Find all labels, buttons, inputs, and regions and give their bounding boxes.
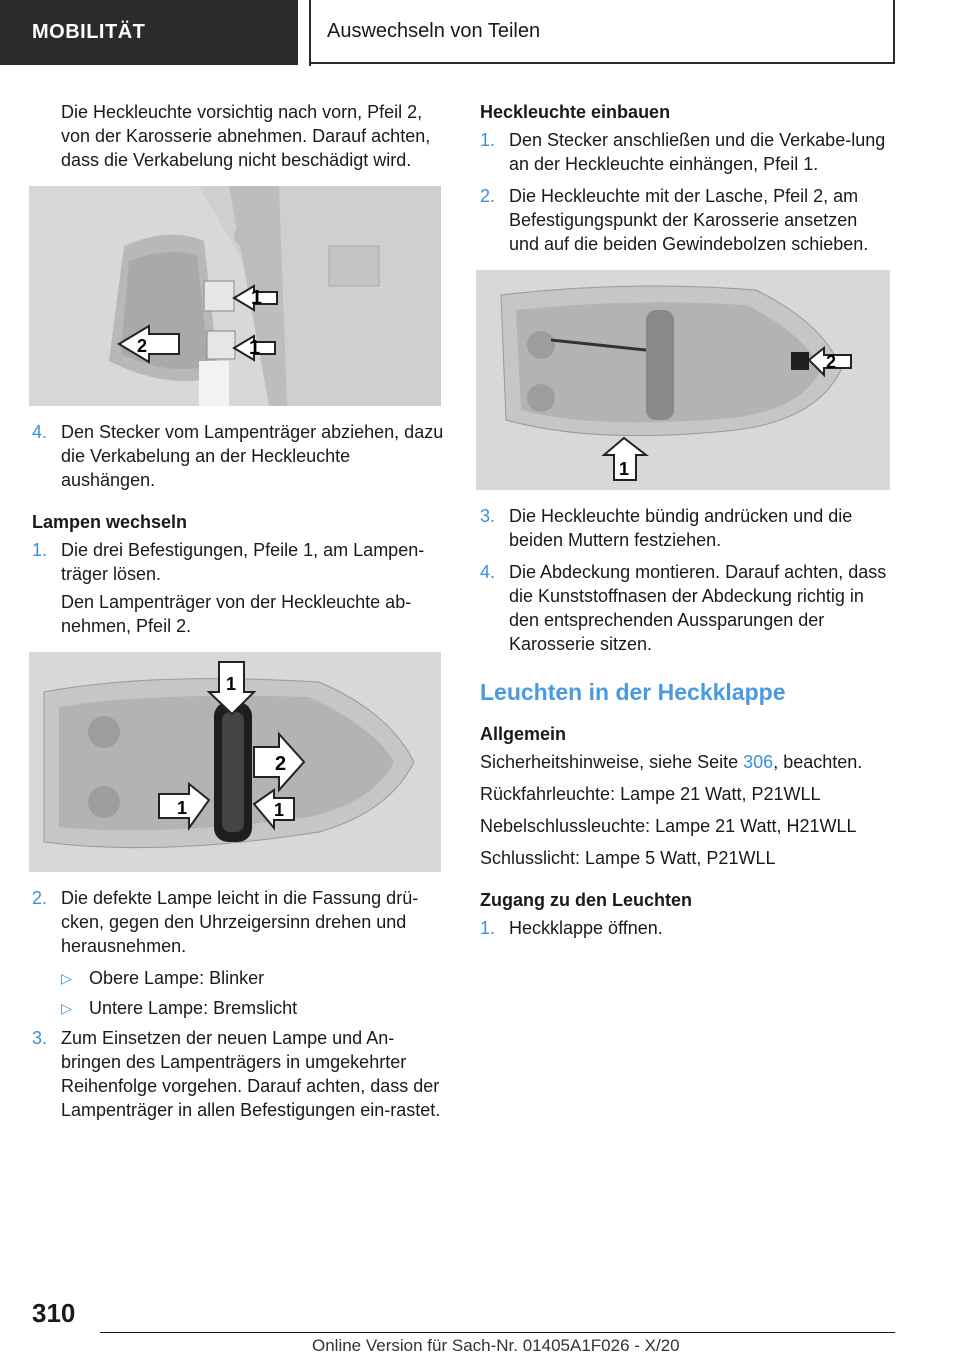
step-item (32, 1026, 444, 1122)
step-number: 3. (32, 1028, 48, 1048)
page-header (311, 0, 895, 64)
page-number: 310 (32, 1298, 76, 1328)
bullet-text: Obere Lampe: Blinker (89, 968, 265, 988)
page-title: Auswechseln von Teilen (327, 19, 541, 42)
step-number: 3. (480, 506, 496, 526)
left-column (32, 100, 444, 1130)
arrow-label: 1 (177, 798, 188, 818)
step-item (480, 504, 892, 552)
safety-reference (480, 750, 892, 774)
section-title: Leuchten in der Heckklappe (480, 679, 786, 705)
illustration-lamp-carrier (29, 652, 441, 872)
step-item (480, 560, 892, 656)
step-item (32, 538, 444, 586)
arrow-label: 2 (137, 336, 148, 356)
lamp-spec-line: Schlusslicht: Lampe 5 Watt, P21WLL (480, 848, 776, 868)
step-text: Die drei Befestigungen, Pfeile 1, am Lampen-träger lösen. (61, 540, 425, 584)
bullet-text: Untere Lampe: Bremslicht (89, 998, 298, 1018)
right-column (480, 100, 892, 948)
subheading-lampen-wechseln: Lampen wechseln (32, 512, 188, 532)
illustration-tail-light-removal (29, 186, 441, 406)
arrow-label: 1 (226, 674, 237, 694)
step-number: 2. (32, 888, 48, 908)
lamp-spec-line: Rückfahrleuchte: Lampe 21 Watt, P21WLL (480, 784, 821, 804)
footer-text: Online Version für Sach-Nr. 01405A1F026 - X/20 (312, 1336, 680, 1355)
bullet-item (61, 966, 444, 990)
subheading-allgemein: Allgemein (480, 724, 567, 744)
step-item (480, 128, 892, 176)
arrow-label: 1 (251, 287, 263, 309)
footer-divider (100, 1332, 895, 1333)
arrow-label: 2 (826, 352, 837, 372)
step-item (32, 420, 444, 492)
page-reference-link[interactable]: 306 (743, 752, 774, 772)
triangle-bullet-icon: ▷ (61, 1000, 72, 1016)
step-text: Heckklappe öffnen. (509, 918, 663, 938)
tail-light-removal-drawing (29, 186, 441, 406)
subheading-heckleuchte-einbauen: Heckleuchte einbauen (480, 102, 671, 122)
intro-paragraph: Die Heckleuchte vorsichtig nach vorn, Pfeil 2, von der Karosserie abnehmen. Darauf achten, dass die Verkabelung nicht beschädigt wird. (61, 102, 431, 170)
triangle-bullet-icon: ▷ (61, 970, 72, 986)
step-text: Zum Einsetzen der neuen Lampe und An-bringen des Lampenträgers in umgekehrter Reihenfolge vorgehen. Darauf achten, dass der Lampenträger in allen Befestigungen ein-rastet. (61, 1028, 441, 1120)
chapter-tab (0, 0, 298, 65)
step-text: Die Abdeckung montieren. Darauf achten, dass die Kunststoffnasen der Abdeckung richtig in den entsprechenden Aussparungen der Karosserie sitzen. (509, 562, 887, 654)
step-text: Die defekte Lampe leicht in die Fassung drü-cken, gegen den Uhrzeigersinn drehen und herausnehmen. (61, 888, 419, 956)
safety-text-suffix: , beachten. (773, 752, 863, 772)
safety-text: Sicherheitshinweise, siehe Seite (480, 752, 744, 772)
step-item (480, 184, 892, 256)
chapter-label: MOBILITÄT (32, 21, 146, 43)
step-number: 1. (32, 540, 48, 560)
step-number: 4. (480, 562, 496, 582)
lamp-spec-line: Nebelschlussleuchte: Lampe 21 Watt, H21WLL (480, 816, 857, 836)
lamp-carrier-drawing (29, 652, 441, 872)
bullet-item (61, 996, 444, 1020)
step-item (32, 886, 444, 958)
tail-light-install-drawing (476, 270, 890, 490)
step-text: Die Heckleuchte mit der Lasche, Pfeil 2, am Befestigungspunkt der Karosserie ansetzen und auf die beiden Gewindebolzen schieben. (509, 186, 869, 254)
step-number: 1. (480, 130, 496, 150)
arrow-label: 1 (274, 800, 285, 820)
arrow-label: 1 (249, 337, 261, 359)
step-text: Die Heckleuchte bündig andrücken und die beiden Muttern festziehen. (509, 506, 853, 550)
step-number: 4. (32, 422, 48, 442)
step-text: Den Stecker vom Lampenträger abziehen, dazu die Verkabelung an der Heckleuchte aushängen. (61, 422, 444, 490)
illustration-tail-light-install (476, 270, 890, 490)
arrow-label: 1 (619, 459, 630, 479)
subheading-zugang: Zugang zu den Leuchten (480, 890, 692, 910)
step-number: 1. (480, 918, 496, 938)
step-number: 2. (480, 186, 496, 206)
step-text: Den Stecker anschließen und die Verkabe-lung an der Heckleuchte einhängen, Pfeil 1. (509, 130, 886, 174)
step-item (480, 916, 892, 940)
arrow-label: 2 (275, 753, 287, 775)
step-continuation: Den Lampenträger von der Heckleuchte ab-nehmen, Pfeil 2. (61, 592, 412, 636)
